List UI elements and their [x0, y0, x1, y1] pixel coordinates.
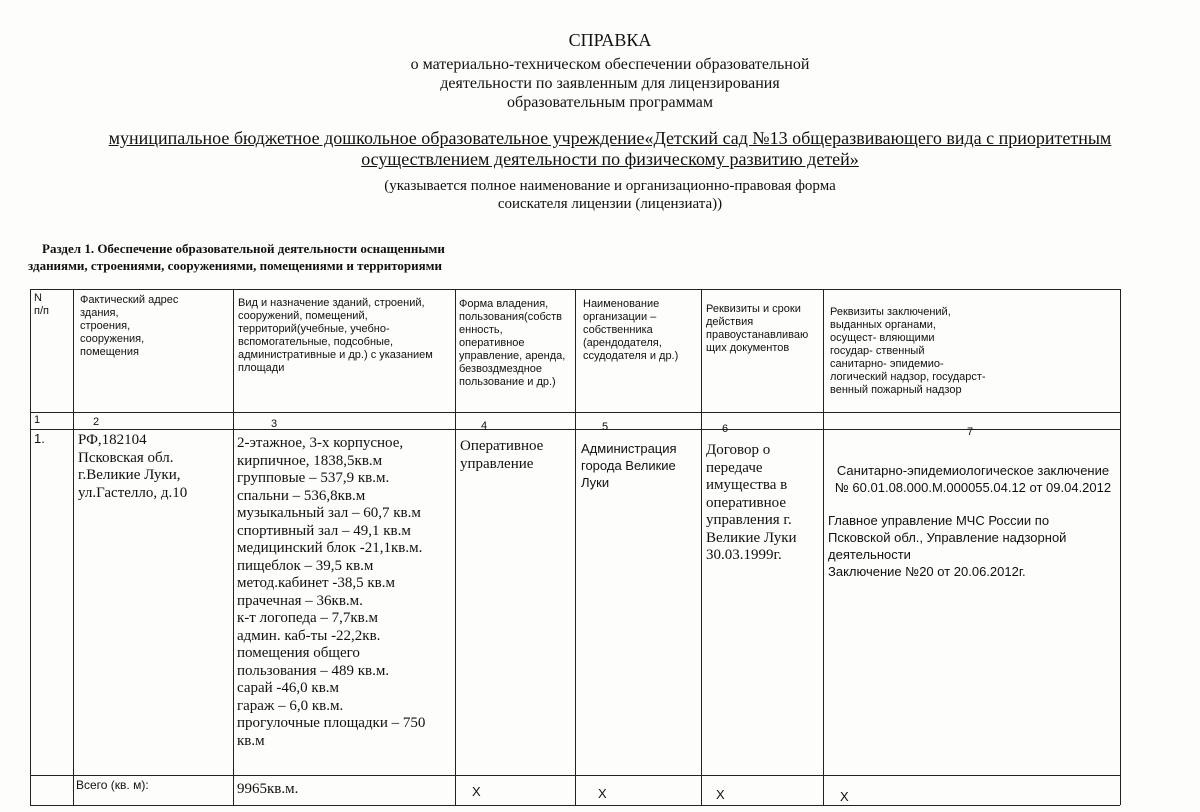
- organization-line-1: муниципальное бюджетное дошкольное образовательное учреждение«Детский сад №13 общеразвивающего вида с приоритетным: [108, 128, 1112, 148]
- table-col-line: [1120, 289, 1121, 805]
- subtitle-line-3: образовательным программам: [507, 94, 713, 111]
- column-number: 2: [93, 416, 100, 428]
- ownership-cell: Оперативное управление: [460, 438, 544, 472]
- header-cell-ownership: Форма владения, пользования(собств енность, оперативное управление, аренда, безвоздмездное пользование и др.): [459, 298, 566, 388]
- total-col7-mark: Х: [840, 789, 849, 804]
- table-col-line: [701, 289, 702, 805]
- table-col-line: [73, 289, 74, 805]
- fire-conclusion-cell: Главное управление МЧС России по Псковской обл., Управление надзорной деятельности Заключение №20 от 20.06.2012г.: [828, 513, 1067, 579]
- table-col-line: [233, 289, 234, 805]
- column-number: 6: [722, 423, 729, 435]
- documents-cell: Договор о передаче имущества в оперативное управления г. Великие Луки 30.03.1999г.: [706, 442, 797, 563]
- table-border-bottom: [30, 805, 1120, 806]
- purpose-cell: 2-этажное, 3-х корпусное, кирпичное, 1838,5кв.м групповые – 537,9 кв.м. спальни – 536,8кв.м музыкальный зал – 60,7 кв.м спортивный зал – 49,1 кв.м медицинский блок -21,1кв.м. пищеблок – 39,5 кв.м метод.кабинет -38,5 кв.м прачечная – 36кв.м. к-т логопеда – 7,7кв.м админ. каб-ты -22,2кв. помещения общего пользования – 489 кв.м. сарай -46,0 кв.м гараж – 6,0 кв.м. прогулочные площадки – 750 кв.м: [237, 435, 426, 749]
- sanitary-conclusion-cell: Санитарно-эпидемиологическое заключение № 60.01.08.000.М.000055.04.12 от 09.04.2012: [834, 463, 1112, 495]
- column-number: 5: [602, 421, 609, 433]
- note-line-1: (указывается полное наименование и организационно-правовая форма: [384, 178, 836, 194]
- table-col-line: [823, 289, 824, 805]
- column-number: 3: [271, 418, 278, 430]
- header-cell-conclusions: Реквизиты заключений, выданных органами, осущест- вляющими государ- ственный санитарно- эпидемио- логический надзор, государст- венный пожарный надзор: [830, 306, 986, 396]
- column-number: 4: [481, 420, 488, 432]
- header-cell-owner: Наименование организации – собственника (арендодателя, ссудодателя и др.): [583, 298, 679, 362]
- header-cell-purpose: Вид и назначение зданий, строений, сооружений, помещений, территорий(учебные, учебно- вспомогательные, подсобные, административные и др.) с указанием площади: [238, 297, 433, 374]
- owner-cell: Администрация города Великие Луки: [581, 441, 677, 490]
- table-col-line: [455, 289, 456, 805]
- section-heading-line-2: зданиями, строениями, сооружениями, помещениями и территориями: [28, 258, 443, 273]
- address-cell: РФ,182104 Псковская обл. г.Великие Луки, ул.Гастелло, д.10: [78, 432, 188, 501]
- total-area: 9965кв.м.: [237, 781, 299, 797]
- document-title: СПРАВКА: [568, 30, 652, 50]
- table-col-line: [30, 289, 31, 805]
- total-label: Всего (кв. м):: [76, 778, 149, 792]
- table-col-line: [575, 289, 576, 805]
- organization-line-2: осуществлением деятельности по физическому развитию детей»: [361, 149, 859, 169]
- header-cell-address: Фактический адрес здания, строения, сооружения, помещения: [80, 294, 179, 358]
- subtitle-line-1: о материально-техническом обеспечении образовательной: [410, 56, 810, 73]
- total-col4-mark: Х: [472, 784, 481, 799]
- header-cell-number: N п/п: [34, 292, 49, 317]
- section-heading-line-1: Раздел 1. Обеспечение образовательной деятельности оснащенными: [42, 241, 445, 256]
- header-cell-documents: Реквизиты и сроки действия правоустанавливаю щих документов: [706, 303, 809, 354]
- subtitle-line-2: деятельности по заявленным для лицензирования: [440, 75, 780, 92]
- column-number: 1: [34, 414, 41, 426]
- row-number: 1.: [34, 431, 45, 446]
- total-col5-mark: Х: [598, 786, 607, 801]
- note-line-2: соискателя лицензии (лицензиата)): [497, 196, 723, 212]
- column-number: 7: [967, 426, 974, 438]
- total-col6-mark: Х: [716, 787, 725, 802]
